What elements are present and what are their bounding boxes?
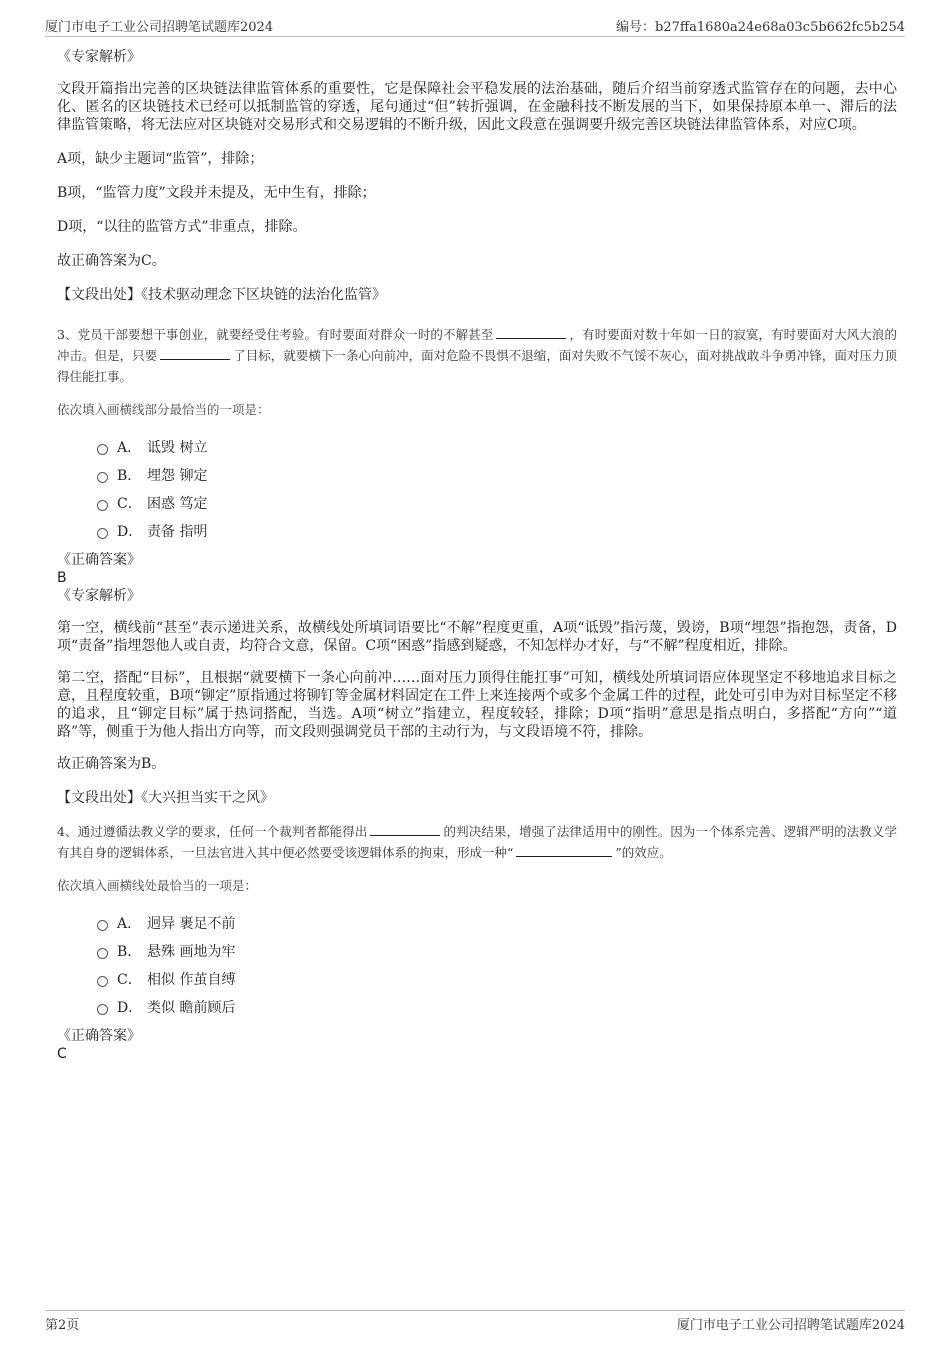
q3-text-1: 3、党员干部要想干事创业，就要经受住考验。有时要面对群众一时的不解甚至 xyxy=(57,327,494,342)
q4-option-a[interactable]: A． 迥异 裹足不前 xyxy=(57,909,897,937)
q2-line-b: B项，“监管力度”文段并未提及，无中生有，排除； xyxy=(57,185,376,201)
q4-blank-1 xyxy=(370,823,440,836)
q4-text-3: ”的效应。 xyxy=(615,845,672,860)
q2-line-d: D项，“以往的监管方式”非重点，排除。 xyxy=(57,219,307,235)
q4-option-c[interactable]: C． 相似 作茧自缚 xyxy=(57,965,897,993)
q3-option-a[interactable]: A． 诋毁 树立 xyxy=(57,433,897,461)
q3-analysis-label: 《专家解析》 xyxy=(57,588,141,604)
q4-option-b[interactable]: B． 悬殊 画地为牢 xyxy=(57,937,897,965)
q4-options xyxy=(57,909,897,1021)
q2-conclusion: 故正确答案为C。 xyxy=(57,253,166,269)
q4-blank-2 xyxy=(516,844,612,857)
q3-analysis-1: 第一空，横线前“甚至”表示递进关系，故横线处所填词语要比“不解”程度更重，A项“诋毁”指污蔑，毁谤，B项“埋怨”指抱怨，责备，D项“责备”指埋怨他人或自责，均符合文意，保留。C项“困惑”指感到疑惑，不知怎样办才好，与“不解”程度相近，排除。 xyxy=(57,620,897,654)
radio-icon[interactable] xyxy=(97,528,108,539)
q3-options xyxy=(57,433,897,545)
q3-conclusion: 故正确答案为B。 xyxy=(57,756,166,772)
radio-icon[interactable] xyxy=(97,444,108,455)
q3-option-d[interactable]: D． 责备 指明 xyxy=(57,517,897,545)
q3-analysis-2: 第二空，搭配“目标”，且根据“就要横下一条心向前冲……面对压力顶得住能扛事”可知，横线处所填词语应体现坚定不移地追求目标之意，且程度较重，B项“铆定”原指通过将铆钉等金属材料固定在工件上来连接两个或多个金属工件的过程，此处可引申为对目标坚定不移的追求，且“铆定目标”属于热词搭配，当选。A项“树立”指建立，程度较轻，排除；D项“指明”意思是指点明白，多搭配“方向”“道路”等，侧重于为他人指出方向等，而文段则强调党员干部的主动行为，与文段语境不符，排除。 xyxy=(57,670,897,740)
q4-answer-label: 《正确答案》 xyxy=(57,1028,141,1044)
radio-icon[interactable] xyxy=(97,1004,108,1015)
radio-icon[interactable] xyxy=(97,472,108,483)
q3-blank-1 xyxy=(496,326,566,339)
radio-icon[interactable] xyxy=(97,920,108,931)
q3-option-b[interactable]: B． 埋怨 铆定 xyxy=(57,461,897,489)
page-footer xyxy=(45,1310,905,1335)
page-content xyxy=(57,44,897,1063)
q2-analysis-label: 《专家解析》 xyxy=(57,49,141,65)
q2-analysis: 文段开篇指出完善的区块链法律监管体系的重要性，它是保障社会平稳发展的法治基础，随后介绍当前穿透式监管存在的问题，去中心化、匿名的区块链技术已经可以抵制监管的穿透，尾句通过“但”转折强调，在金融科技不断发展的当下，如果保持原本单一、滞后的法律监管策略，将无法应对区块链对交易形式和交易逻辑的不断升级，因此文段意在强调要升级完善区块链法律监管体系，对应C项。 xyxy=(57,81,897,133)
q3-question xyxy=(57,324,897,387)
radio-icon[interactable] xyxy=(97,500,108,511)
page-number: 第2页 xyxy=(45,1317,80,1333)
header-title: 厦门市电子工业公司招聘笔试题库2024 xyxy=(45,19,274,35)
header-doc-id: 编号：b27ffa1680a24e68a03c5b662fc5b254 xyxy=(616,19,905,35)
q3-blank-2 xyxy=(160,347,230,360)
q2-source: 【文段出处】《技术驱动理念下区块链的法治化监管》 xyxy=(57,287,386,303)
q4-question xyxy=(57,821,897,863)
q4-option-d[interactable]: D． 类似 瞻前顾后 xyxy=(57,993,897,1021)
q3-text-3: 了目标，就要横下一条心向前冲，面对危险不畏惧不退缩，面对失败不气馁不灰心，面对挑战敢斗争勇冲锋，面对压力顶得住能扛事。 xyxy=(57,348,897,384)
radio-icon[interactable] xyxy=(97,976,108,987)
q4-text-1: 4、通过遵循法教义学的要求，任何一个裁判者都能得出 xyxy=(57,824,368,839)
q3-text-2: ，有时要面对数十年如一日的寂寞，有时要面对大风大浪的冲击。但是，只要 xyxy=(57,327,897,363)
q4-ask: 依次填入画横线处最恰当的一项是： xyxy=(57,878,258,893)
q3-answer-label: 《正确答案》 xyxy=(57,552,141,568)
radio-icon[interactable] xyxy=(97,948,108,959)
q3-ask: 依次填入画横线部分最恰当的一项是： xyxy=(57,402,270,417)
page-header xyxy=(45,14,905,37)
footer-title: 厦门市电子工业公司招聘笔试题库2024 xyxy=(676,1317,905,1333)
q3-option-c[interactable]: C． 困惑 笃定 xyxy=(57,489,897,517)
q3-answer: B xyxy=(57,570,67,586)
q2-line-a: A项，缺少主题词“监管”，排除； xyxy=(57,151,264,167)
q4-answer: C xyxy=(57,1046,67,1062)
q4-text-2: 的判决结果，增强了法律适用中的刚性。因为一个体系完善、逻辑严明的法教义学有其自身的逻辑体系，一旦法官进入其中便必然要受该逻辑体系的拘束，形成一种“ xyxy=(57,824,897,860)
q3-source: 【文段出处】《大兴担当实干之风》 xyxy=(57,790,274,806)
